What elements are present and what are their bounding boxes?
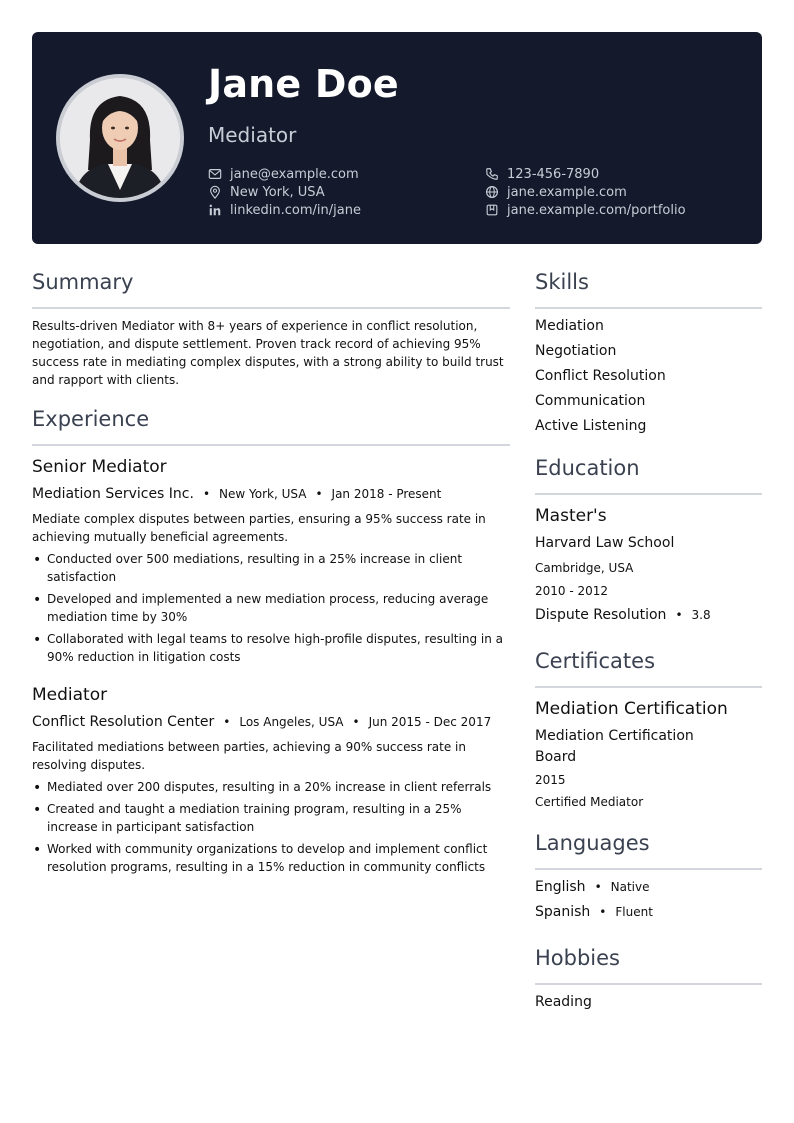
- certificate-name: Mediation Certification: [535, 699, 728, 719]
- job-bullet: • Developed and implemented a new mediation process, reducing average mediation time by 30%: [32, 590, 512, 626]
- resume-header: [32, 32, 762, 244]
- linkedin-icon: [208, 203, 222, 217]
- education-heading: Education: [535, 456, 640, 480]
- mail-icon: [208, 167, 222, 181]
- job-bullets: [32, 778, 512, 880]
- job-title: Senior Mediator: [32, 457, 167, 477]
- hobbies-divider: [535, 983, 762, 985]
- contact-website-text: jane.example.com: [507, 184, 627, 200]
- contact-linkedin[interactable]: [208, 201, 361, 219]
- job-location: New York, USA: [219, 487, 307, 501]
- language-name: Spanish: [535, 904, 591, 920]
- meta-separator: •: [594, 880, 602, 894]
- language-name: English: [535, 879, 586, 895]
- certificate-issuer-line2: Board: [535, 749, 577, 765]
- education-field-row: [535, 607, 711, 623]
- contact-portfolio-text: jane.example.com/portfolio: [507, 202, 686, 218]
- job-company: Mediation Services Inc.: [32, 486, 194, 502]
- contact-phone[interactable]: [485, 165, 599, 183]
- skill-item: Active Listening: [535, 418, 647, 434]
- candidate-name: Jane Doe: [208, 62, 399, 106]
- experience-divider: [32, 444, 510, 446]
- education-field: Dispute Resolution: [535, 607, 667, 623]
- languages-heading: Languages: [535, 831, 650, 855]
- contact-location: [208, 183, 325, 201]
- contact-phone-text: 123-456-7890: [507, 166, 600, 182]
- contact-location-text: New York, USA: [230, 184, 325, 200]
- portfolio-icon: [485, 203, 499, 217]
- map-pin-icon: [208, 185, 222, 199]
- job-dates: Jan 2018 - Present: [331, 487, 442, 501]
- skills-divider: [535, 307, 762, 309]
- skills-heading: Skills: [535, 270, 589, 294]
- candidate-title: Mediator: [208, 123, 297, 147]
- certificates-heading: Certificates: [535, 649, 656, 673]
- job-bullet: • Worked with community organizations to develop and implement conflict resolution programs, resulting in a 15% reduction in community conflicts: [32, 840, 512, 876]
- hobby-item: Reading: [535, 994, 592, 1010]
- job-meta: [32, 486, 441, 502]
- job-location: Los Angeles, USA: [239, 715, 344, 729]
- meta-separator: •: [202, 487, 211, 501]
- certificate-issuer-line1: Mediation Certification: [535, 728, 694, 744]
- job-bullet: • Collaborated with legal teams to resolve high-profile disputes, resulting in a 90% reduction in litigation costs: [32, 630, 512, 666]
- experience-heading: Experience: [32, 407, 150, 431]
- profile-photo: [56, 74, 184, 202]
- certificate-detail: Certified Mediator: [535, 795, 644, 809]
- job-title: Mediator: [32, 685, 108, 705]
- job-bullets: [32, 550, 512, 670]
- contact-linkedin-text: linkedin.com/in/jane: [230, 202, 361, 218]
- skill-item: Mediation: [535, 318, 604, 334]
- meta-separator: •: [315, 487, 323, 501]
- contact-email-text: jane@example.com: [230, 166, 359, 182]
- globe-icon: [485, 185, 499, 199]
- summary-heading: Summary: [32, 270, 134, 294]
- language-item: [535, 904, 653, 920]
- language-level: Fluent: [615, 905, 653, 919]
- meta-separator: •: [223, 715, 231, 729]
- language-level: Native: [610, 880, 650, 894]
- education-school: Harvard Law School: [535, 535, 675, 551]
- certificates-divider: [535, 686, 762, 688]
- skill-item: Conflict Resolution: [535, 368, 666, 384]
- job-meta: [32, 714, 491, 730]
- portrait-image: [60, 78, 180, 198]
- job-bullet: • Conducted over 500 mediations, resulting in a 25% increase in client satisfaction: [32, 550, 512, 586]
- education-gpa: 3.8: [691, 608, 711, 622]
- meta-separator: •: [675, 608, 683, 622]
- contact-email[interactable]: [208, 165, 359, 183]
- hobbies-heading: Hobbies: [535, 946, 620, 970]
- contact-portfolio[interactable]: [485, 201, 686, 219]
- job-description: Facilitated mediations between parties, achieving a 90% success rate in resolving disputes.: [32, 740, 466, 772]
- languages-divider: [535, 868, 762, 870]
- meta-separator: •: [599, 905, 607, 919]
- job-description: Mediate complex disputes between parties, ensuring a 95% success rate in achieving mutually beneficial agreements.: [32, 512, 486, 544]
- phone-icon: [485, 167, 499, 181]
- education-degree: Master's: [535, 506, 607, 526]
- contact-website[interactable]: [485, 183, 627, 201]
- job-bullet: • Created and taught a mediation training program, resulting in a 25% increase in participant satisfaction: [32, 800, 512, 836]
- meta-separator: •: [352, 715, 360, 729]
- job-dates: Jun 2015 - Dec 2017: [368, 715, 492, 729]
- education-dates: 2010 - 2012: [535, 584, 609, 598]
- language-item: [535, 879, 650, 895]
- education-divider: [535, 493, 762, 495]
- job-company: Conflict Resolution Center: [32, 714, 215, 730]
- skill-item: Communication: [535, 393, 646, 409]
- job-bullet: • Mediated over 200 disputes, resulting in a 20% increase in client referrals: [32, 778, 512, 796]
- certificate-year: 2015: [535, 773, 566, 787]
- summary-divider: [32, 307, 510, 309]
- summary-text: Results-driven Mediator with 8+ years of experience in conflict resolution, negotiation, and dispute settlement. Proven track record of achieving 95% success rate in mediating complex disputes, with a strong ability to build trust and rapport with clients.: [32, 319, 504, 387]
- education-location: Cambridge, USA: [535, 561, 634, 575]
- skill-item: Negotiation: [535, 343, 617, 359]
